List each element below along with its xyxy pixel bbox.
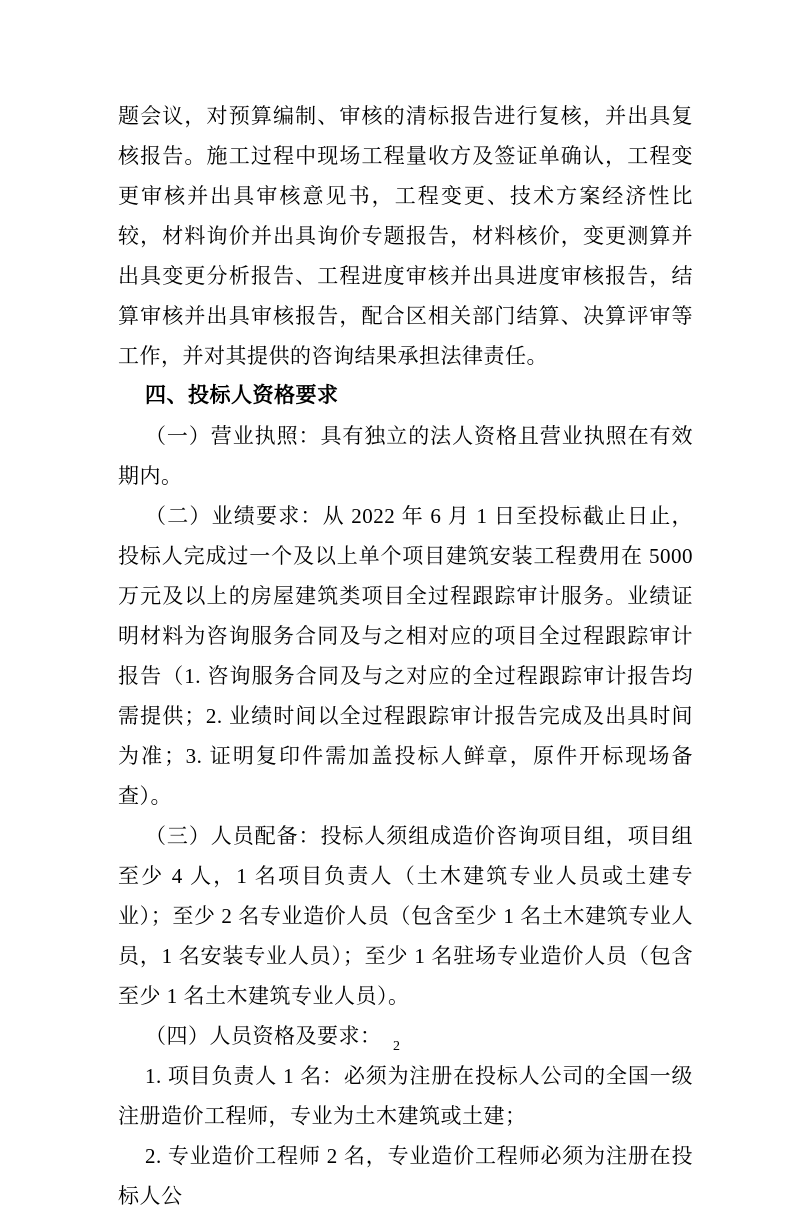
page-number: 2 — [393, 1039, 400, 1054]
paragraph-scope-continuation: 题会议，对预算编制、审核的清标报告进行复核，并出具复核报告。施工过程中现场工程量收方及签证单确认，工程变更审核并出具审核意见书，工程变更、技术方案经济性比较，材料询价并出具询价专题报告，材料核价，变更测算并出具变更分析报告、工程进度审核并出具进度审核报告，结算审核并出具审核报告，配合区相关部门结算、决算评审等工作，并对其提供的咨询结果承担法律责任。 — [118, 104, 693, 368]
paragraph-business-license: （一）营业执照：具有独立的法人资格且营业执照在有效期内。 — [118, 424, 693, 488]
section-heading-bidder-qualifications: 四、投标人资格要求 — [145, 384, 339, 407]
paragraph-cost-engineer-requirement: 2. 专业造价工程师 2 名，专业造价工程师必须为注册在投标人公 — [118, 1144, 693, 1208]
paragraph-project-leader-requirement: 1. 项目负责人 1 名：必须为注册在投标人公司的全国一级注册造价工程师，专业为土木建筑或土建； — [118, 1064, 693, 1128]
paragraph-staffing: （三）人员配备：投标人须组成造价咨询项目组，项目组至少 4 人，1 名项目负责人（土木建筑专业人员或土建专业）；至少 2 名专业造价人员（包含至少 1 名土木建筑专业人员，1 名安装专业人员）；至少 1 名驻场专业造价人员（包含至少 1 名土木建筑专业人员）。 — [118, 824, 693, 1008]
paragraph-performance-requirements: （二）业绩要求：从 2022 年 6 月 1 日至投标截止日止，投标人完成过一个及以上单个项目建筑安装工程费用在 5000 万元及以上的房屋建筑类项目全过程跟踪审计服务。业绩证明材料为咨询服务合同及与之相对应的项目全过程跟踪审计报告（1. 咨询服务合同及与之对应的全过程跟踪审计报告均需提供；2. 业绩时间以全过程跟踪审计报告完成及出具时间为准；3. 证明复印件需加盖投标人鲜章，原件开标现场备查）。 — [118, 504, 693, 808]
paragraph-personnel-qualifications: （四）人员资格及要求： — [145, 1024, 382, 1048]
